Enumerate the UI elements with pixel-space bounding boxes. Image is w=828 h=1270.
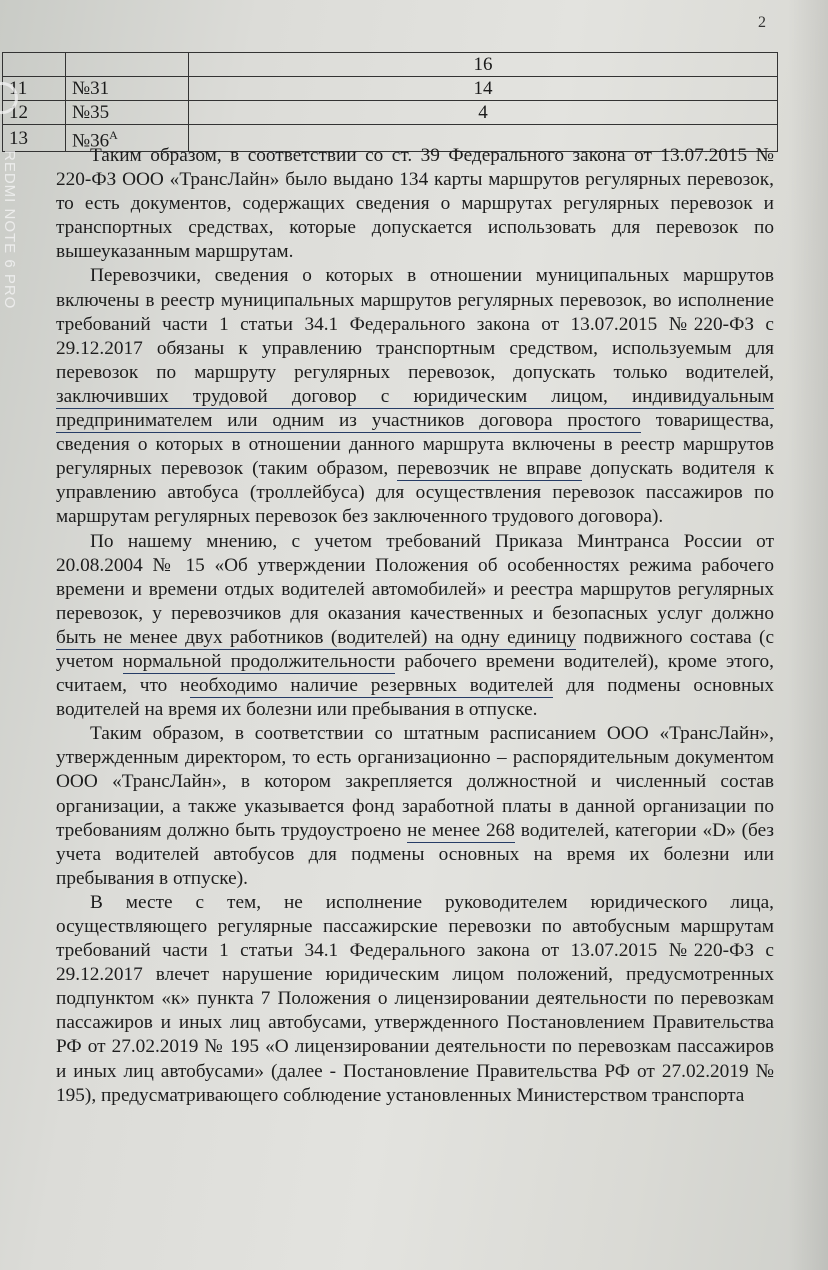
- camera-watermark: REDMI NOTE 6 PRO: [1, 150, 18, 310]
- route-cards-count: 4: [189, 101, 778, 125]
- route-cards-count: 14: [189, 77, 778, 101]
- route-number: №35: [66, 101, 189, 125]
- table-row: [3, 77, 778, 101]
- document-body: [56, 144, 774, 1108]
- text-span: подвижного состава (с учетом: [56, 626, 774, 672]
- underlined-text: перевозчик не вправе: [397, 458, 582, 480]
- paragraph-route-cards: Таким образом, в соответствии со ст. 39 Федерального закона от 13.07.2015 № 220-ФЗ ООО «ТрансЛайн» было выдано 134 карты маршрутов регулярных перевозок, то есть документов, содержащих сведения о маршрутах регулярных перевозок и транспортных средствах, которые допускается использовать для перевозок по вышеуказанным маршрутам.: [56, 145, 774, 263]
- page-number: 2: [758, 14, 766, 31]
- underlined-text: нормальной продолжительности: [122, 650, 396, 672]
- paragraph-staffing: [56, 722, 774, 891]
- text-span: рабочего времени водителей), кроме этого, считаем, что н: [56, 650, 774, 697]
- paragraph-carriers-requirements: [56, 264, 774, 529]
- text-span: водителей, категории «D» (без учета водителей автобусов для подмены основных на время их болезни или пребывания в отпуске).: [56, 819, 774, 889]
- underlined-text: быть не менее двух работников (водителей) на одну единицу: [56, 626, 577, 648]
- row-number: [3, 53, 66, 77]
- route-number: [66, 53, 189, 77]
- text-span: Перевозчики, сведения о которых в отношении муниципальных маршрутов включены в реестр муниципальных маршрутов регулярных перевозок, во исполнение требований части 1 статьи 34.1 Федерального закона от 13.07.2015 №220-ФЗ с 29.12.2017 обязаны к управлению транспортным средством, используемым для перевозок по маршруту регулярных перевозок, допускать только водителей,: [56, 265, 774, 383]
- underlined-text: не менее 268: [407, 819, 515, 841]
- row-number: 11: [3, 77, 66, 101]
- text-span: Таким образом, в соответствии со штатным расписанием ООО «ТрансЛайн», утвержденным директором, то есть организационно – распорядительным документом ООО «ТрансЛайн», в котором закрепляется должностной и численный состав организации, а также указывается фонд заработной платы в данной организации по требованиям должно быть трудоустроено: [56, 723, 774, 841]
- route-number-text: №36: [72, 130, 110, 152]
- text-span: допускать водителя к управлению автобуса (троллейбуса) для осуществления перевозок пассажиров по маршрутам регулярных перевозок без заключенного трудового договора).: [56, 458, 774, 528]
- routes-table: [2, 52, 778, 152]
- underlined-text: еобходимо наличие резервных водителей: [190, 675, 554, 697]
- text-span: По нашему мнению, с учетом требований Приказа Минтранса России от 20.08.2004 № 15 «Об утверждении Положения об особенностях режима рабочего времени и времени отдых водителей автомобилей» и реестра маршрутов регулярных перевозок, у перевозчиков для оказания качественных и безопасных услуг должно: [56, 530, 774, 624]
- route-superscript: А: [109, 128, 118, 142]
- paragraph-licensing: В месте с тем, не исполнение руководителем юридического лица, осуществляющего регулярные пассажирские перевозки по автобусным маршрутам требований части 1 статьи 34.1 Федерального закона от 13.07.2015 №220-ФЗ с 29.12.2017 влечет нарушение юридическим лицом положений, предусмотренных подпунктом «к» пункта 7 Положения о лицензировании деятельности по перевозкам пассажиров и иных лиц автобусами, утвержденного Постановлением Правительства РФ от 27.02.2019 № 195 «О лицензировании деятельности по перевозкам пассажиров и иных лиц автобусами» (далее - Постановление Правительства РФ от 27.02.2019 № 195), предусматривающего соблюдение установленных Министерством транспорта: [56, 891, 774, 1106]
- text-span: для подмены основных водителей на время их болезни или пребывания в отпуске.: [56, 675, 774, 721]
- row-number: 13: [3, 125, 66, 152]
- underlined-text: заключивших трудовой договор с юридическим лицом, индивидуальным предпринимателем или одним из участников договора простого: [56, 385, 774, 432]
- paragraph-opinion: [56, 530, 774, 723]
- table-row: [3, 53, 778, 77]
- route-cards-count: 16: [189, 53, 778, 77]
- photo-shadow: [788, 0, 828, 1270]
- route-number: №31: [66, 77, 189, 101]
- table-row: [3, 101, 778, 125]
- text-span: товарищества, сведения о которых в отношении данного маршрута включены в реестр маршрутов регулярных перевозок (таким образом,: [56, 410, 774, 480]
- row-number: 12: [3, 101, 66, 125]
